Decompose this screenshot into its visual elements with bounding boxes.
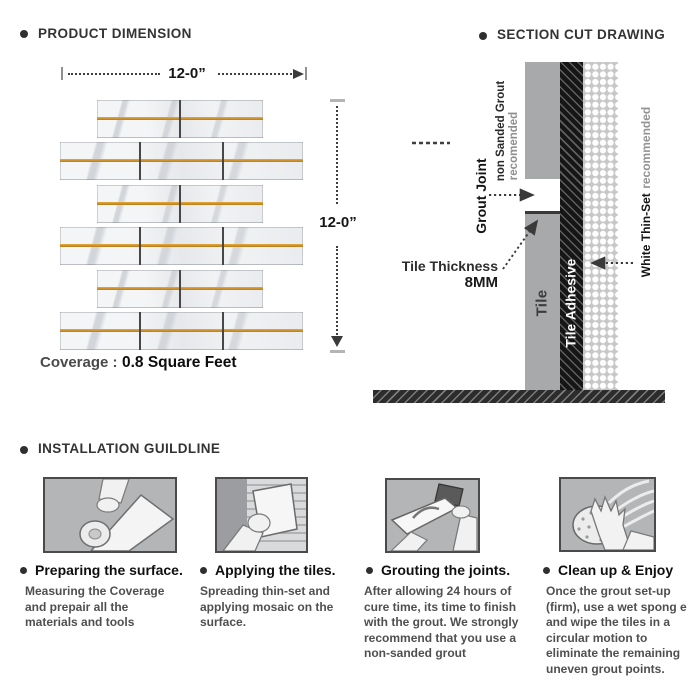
- height-dimension-label: 12-0”: [319, 214, 357, 231]
- dimension-dotted-line: [336, 106, 338, 204]
- product-dimension-heading: PRODUCT DIMENSION: [38, 26, 192, 41]
- tile-thickness-label: Tile Thickness: [401, 258, 498, 274]
- grout-joint-label: Grout Joint: [473, 158, 489, 234]
- bullet-icon: [200, 567, 207, 574]
- step-description-4: Once the grout set-up (firm), use a wet spong e and wipe the tiles in a circular motion to eliminate the remaining uneven grout points.: [546, 584, 687, 676]
- bullet-icon: [543, 567, 550, 574]
- gold-inlay-strip: [60, 159, 303, 162]
- tile-thickness-value: 8MM: [464, 274, 498, 292]
- tile-joint: [222, 227, 224, 265]
- tile-joint: [139, 227, 141, 265]
- tile-joint: [139, 142, 141, 180]
- tile-row: [97, 100, 263, 138]
- grout-note-line2: recomended: [508, 111, 520, 181]
- bullet-icon: [20, 567, 27, 574]
- section-cut-heading: SECTION CUT DRAWING: [497, 27, 666, 42]
- coverage-label: Coverage :: [40, 354, 118, 371]
- section-annotation-arrows: [400, 45, 700, 405]
- grouting-joints-drawing: [387, 480, 478, 551]
- bullet-icon: [20, 30, 28, 38]
- coverage-line: [40, 354, 237, 372]
- grout-note-line1: non Sanded Grout: [495, 80, 507, 182]
- bullet-icon: [20, 446, 28, 454]
- coverage-value: 0.8 Square Feet: [121, 354, 237, 371]
- bullet-icon: [366, 567, 373, 574]
- gold-inlay-strip: [60, 329, 303, 332]
- mosaic-tile-image: [60, 100, 303, 348]
- thinset-label-gray: recommended: [639, 106, 653, 189]
- illustration-clean-up: [559, 477, 656, 552]
- illustration-preparing-surface: [43, 477, 177, 553]
- tile-label: Tile: [533, 289, 551, 317]
- illustration-applying-tiles: [215, 477, 308, 553]
- step-title-1: Preparing the surface.: [20, 562, 183, 578]
- step-title-3: Grouting the joints.: [366, 562, 510, 578]
- dimension-tick: [330, 350, 345, 353]
- step-description-2: Spreading thin-set and applying mosaic on the surface.: [200, 584, 334, 630]
- tile-row: [60, 227, 303, 265]
- tile-adhesive-label: Tile Adhesive: [563, 258, 579, 348]
- bullet-icon: [479, 32, 487, 40]
- arrow-down-icon: [331, 336, 343, 347]
- applying-tiles-drawing: [217, 479, 306, 551]
- arrow-right-icon: [293, 69, 304, 79]
- tile-joint: [222, 142, 224, 180]
- dimension-dotted-line: [336, 246, 338, 335]
- step-title-4: Clean up & Enjoy: [543, 562, 673, 578]
- tile-joint: [179, 100, 181, 138]
- tile-joint: [222, 312, 224, 350]
- installation-heading: INSTALLATION GUILDLINE: [38, 441, 221, 456]
- step-title-2: Applying the tiles.: [200, 562, 336, 578]
- preparing-surface-drawing: [45, 479, 175, 551]
- tile-row: [97, 270, 263, 308]
- thinset-label: [637, 107, 655, 277]
- step-description-1: Measuring the Coverage and prepair all the materials and tools: [25, 584, 165, 630]
- tile-thickness-callout: [388, 258, 498, 291]
- tile-thickness-arrow-icon: [503, 221, 537, 269]
- width-dimension-label: 12-0”: [168, 65, 206, 82]
- tile-row: [60, 312, 303, 350]
- thinset-label-bold: White Thin-Set: [639, 193, 653, 278]
- tile-joint: [179, 185, 181, 223]
- tile-joint: [139, 312, 141, 350]
- gold-inlay-strip: [60, 244, 303, 247]
- dimension-tick: [305, 67, 307, 80]
- dimension-dotted-line: [68, 73, 160, 75]
- tile-row: [60, 142, 303, 180]
- dimension-tick: [330, 99, 345, 102]
- tile-joint: [179, 270, 181, 308]
- illustration-grouting-joints: [385, 478, 480, 553]
- dimension-tick: [61, 67, 63, 80]
- clean-up-drawing: [561, 479, 654, 550]
- tile-row: [97, 185, 263, 223]
- step-description-3: After allowing 24 hours of cure time, its time to finish with the grout. We strongly recommend that you use a non-sanded grout: [364, 584, 519, 661]
- dimension-dotted-line: [218, 73, 292, 75]
